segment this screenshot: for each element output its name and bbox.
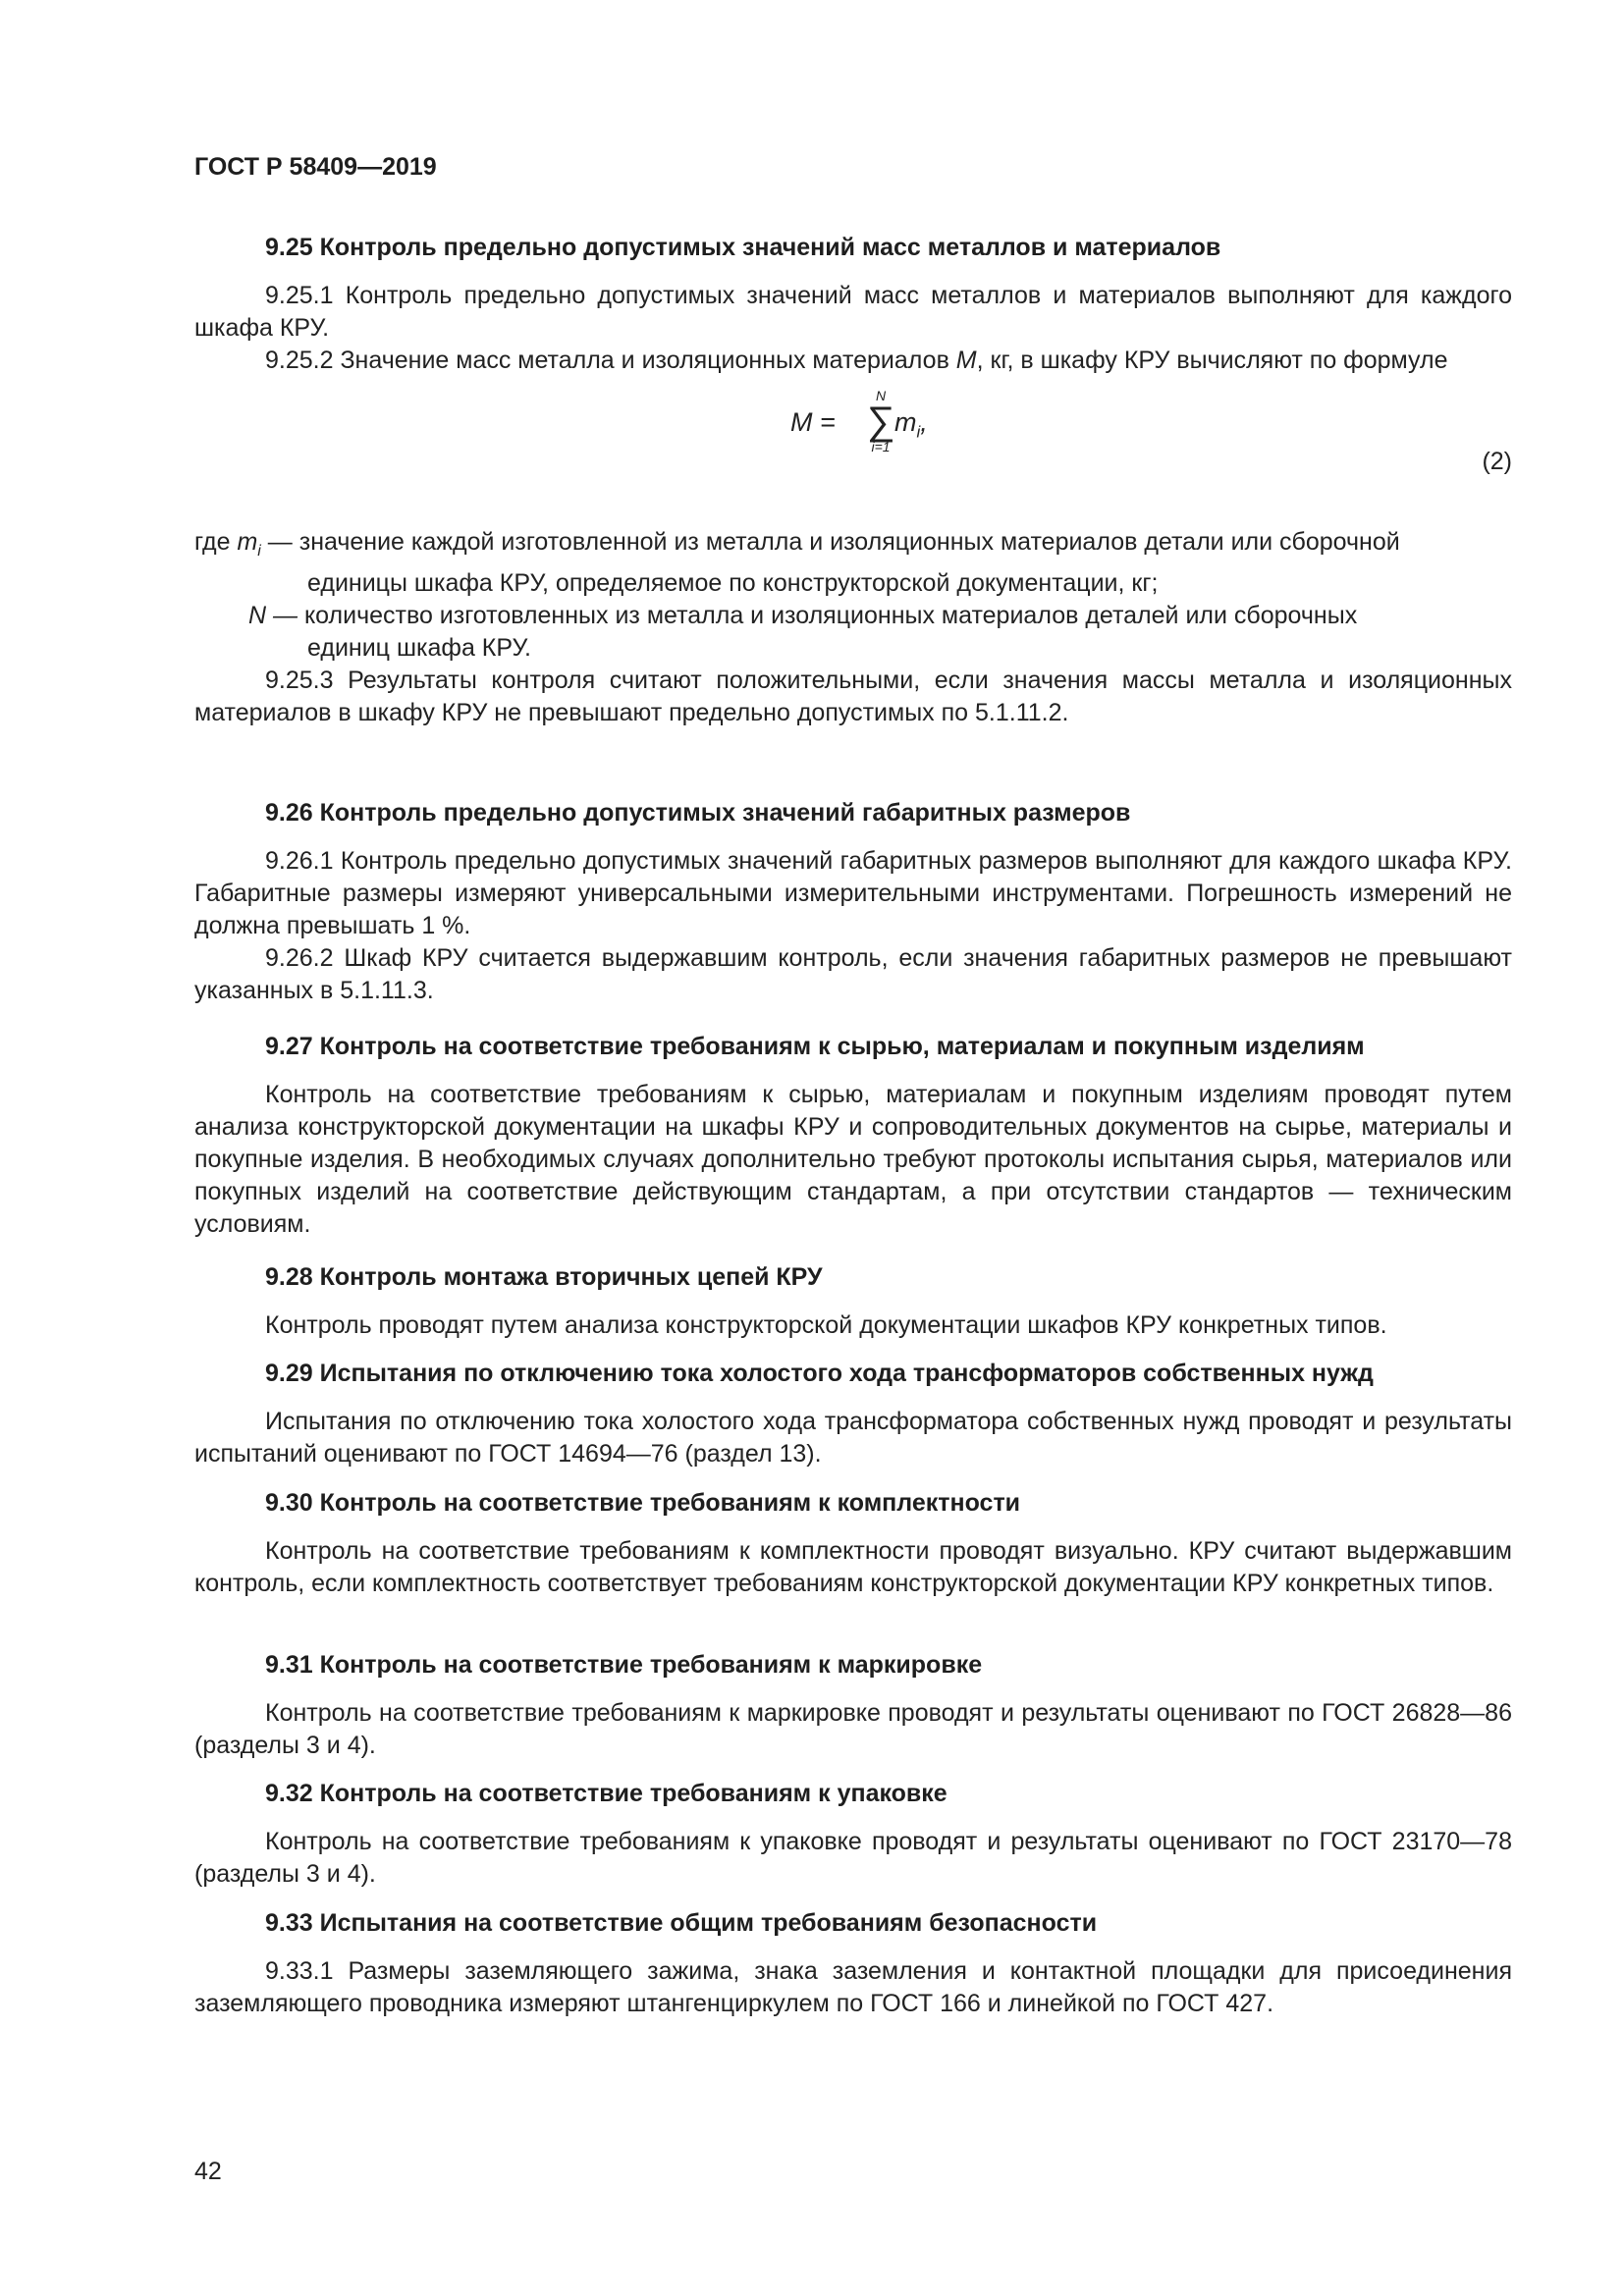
paragraph: 9.26.1 Контроль предельно допустимых значений габаритных размеров выполняют для каждого шкафа КРУ. Габаритные размеры измеряют универсальными измерительными инструментами. Погрешность измерений не должна превышать 1 %.: [194, 847, 1512, 939]
section-title: 9.31 Контроль на соответствие требованиям к маркировке: [265, 1651, 983, 1679]
sum-upper-limit: N: [875, 388, 887, 403]
formula-number: (2): [1482, 448, 1512, 475]
sum-lower-limit: i=1: [871, 439, 891, 454]
text-run: 9.25.2 Значение масс металла и изоляционных материалов: [265, 347, 956, 374]
section-9-33: [194, 1907, 1512, 2020]
section-title: 9.29 Испытания по отключению тока холостого хода трансформаторов собственных нужд: [265, 1360, 1374, 1387]
where-desc: значение каждой изготовленной из металла и изоляционных материалов детали или сборочной: [292, 528, 1400, 556]
section-title: 9.27 Контроль на соответствие требованиям к сырью, материалам и покупным изделиям: [265, 1033, 1365, 1060]
section-9-32: [194, 1778, 1512, 1891]
formula-block: [194, 377, 1512, 526]
sigma-symbol: ∑: [867, 400, 895, 443]
where-desc-cont: единиц шкафа КРУ.: [307, 634, 532, 662]
section-9-31: [194, 1649, 1512, 1762]
section-title: 9.32 Контроль на соответствие требованиям к упаковке: [265, 1780, 947, 1807]
section-9-29: [194, 1358, 1512, 1470]
section-title: 9.33 Испытания на соответствие общим требованиям безопасности: [265, 1909, 1098, 1937]
paragraph: Контроль проводят путем анализа конструкторской документации шкафов КРУ конкретных типов.: [265, 1311, 1387, 1339]
paragraph: Контроль на соответствие требованиям к сырью, материалам и покупным изделиям проводят путем анализа конструкторской документации на шкафы КРУ и сопроводительных документов на сырье, материалы и покупные изделия. В необходимых случаях дополнительно требуют протоколы испытания сырья, материалов или покупных изделий на соответствие действующим стандартам, а при отсутствии стандартов — техническим условиям.: [194, 1081, 1512, 1238]
section-title: 9.26 Контроль предельно допустимых значений габаритных размеров: [265, 799, 1131, 827]
section-9-25: [194, 232, 1512, 729]
formula-lhs: M =: [790, 407, 836, 437]
document-header: ГОСТ Р 58409—2019: [194, 153, 437, 181]
section-9-26: [194, 797, 1512, 1007]
paragraph: 9.25.3 Результаты контроля считают положительными, если значения массы металла и изоляционных материалов в шкафу КРУ не превышают предельно допустимых по 5.1.11.2.: [194, 667, 1512, 726]
section-title: 9.25 Контроль предельно допустимых значений масс металлов и материалов: [265, 234, 1221, 261]
where-item: [194, 600, 1512, 665]
section-title: 9.28 Контроль монтажа вторичных цепей КРУ: [265, 1263, 823, 1291]
paragraph: Контроль на соответствие требованиям к комплектности проводят визуально. КРУ считают выдержавшим контроль, если комплектность соответствует требованиям конструкторской документации КРУ конкретных типов.: [194, 1537, 1512, 1597]
paragraph: Испытания по отключению тока холостого хода трансформатора собственных нужд проводят и результаты испытаний оценивают по ГОСТ 14694—76 (раздел 13).: [194, 1408, 1512, 1468]
formula-rhs: $m_i$,: [894, 407, 928, 442]
paragraph: [194, 345, 1512, 377]
paragraph: Контроль на соответствие требованиям к упаковке проводят и результаты оценивают по ГОСТ 23170—78 (разделы 3 и 4).: [194, 1828, 1512, 1888]
variable: M: [955, 347, 977, 374]
where-item: [194, 526, 1512, 600]
paragraph: 9.26.2 Шкаф КРУ считается выдержавшим контроль, если значения габаритных размеров не превышают указанных в 5.1.11.3.: [194, 944, 1512, 1004]
section-9-28: [194, 1261, 1512, 1342]
section-title: 9.30 Контроль на соответствие требованиям к комплектности: [265, 1489, 1021, 1517]
section-9-30: [194, 1487, 1512, 1600]
paragraph: 9.25.1 Контроль предельно допустимых значений масс металлов и материалов выполняют для каждого шкафа КРУ.: [194, 282, 1512, 342]
text-run: , кг, в шкафу КРУ вычисляют по формуле: [976, 347, 1448, 374]
where-desc-cont: единицы шкафа КРУ, определяемое по конструкторской документации, кг;: [307, 569, 1159, 597]
paragraph: 9.33.1 Размеры заземляющего зажима, знака заземления и контактной площадки для присоединения заземляющего проводника измеряют штангенциркулем по ГОСТ 166 и линейкой по ГОСТ 427.: [194, 1957, 1512, 2017]
where-desc: количество изготовленных из металла и изоляционных материалов деталей или сборочных: [298, 602, 1358, 629]
where-term: N —: [248, 602, 298, 629]
section-9-27: [194, 1031, 1512, 1241]
where-term: где $m_i$ —: [194, 528, 293, 560]
page-number: 42: [194, 2158, 222, 2185]
summation: [867, 389, 894, 454]
paragraph: Контроль на соответствие требованиям к маркировке проводят и результаты оценивают по ГОСТ 26828—86 (разделы 3 и 4).: [194, 1699, 1512, 1759]
